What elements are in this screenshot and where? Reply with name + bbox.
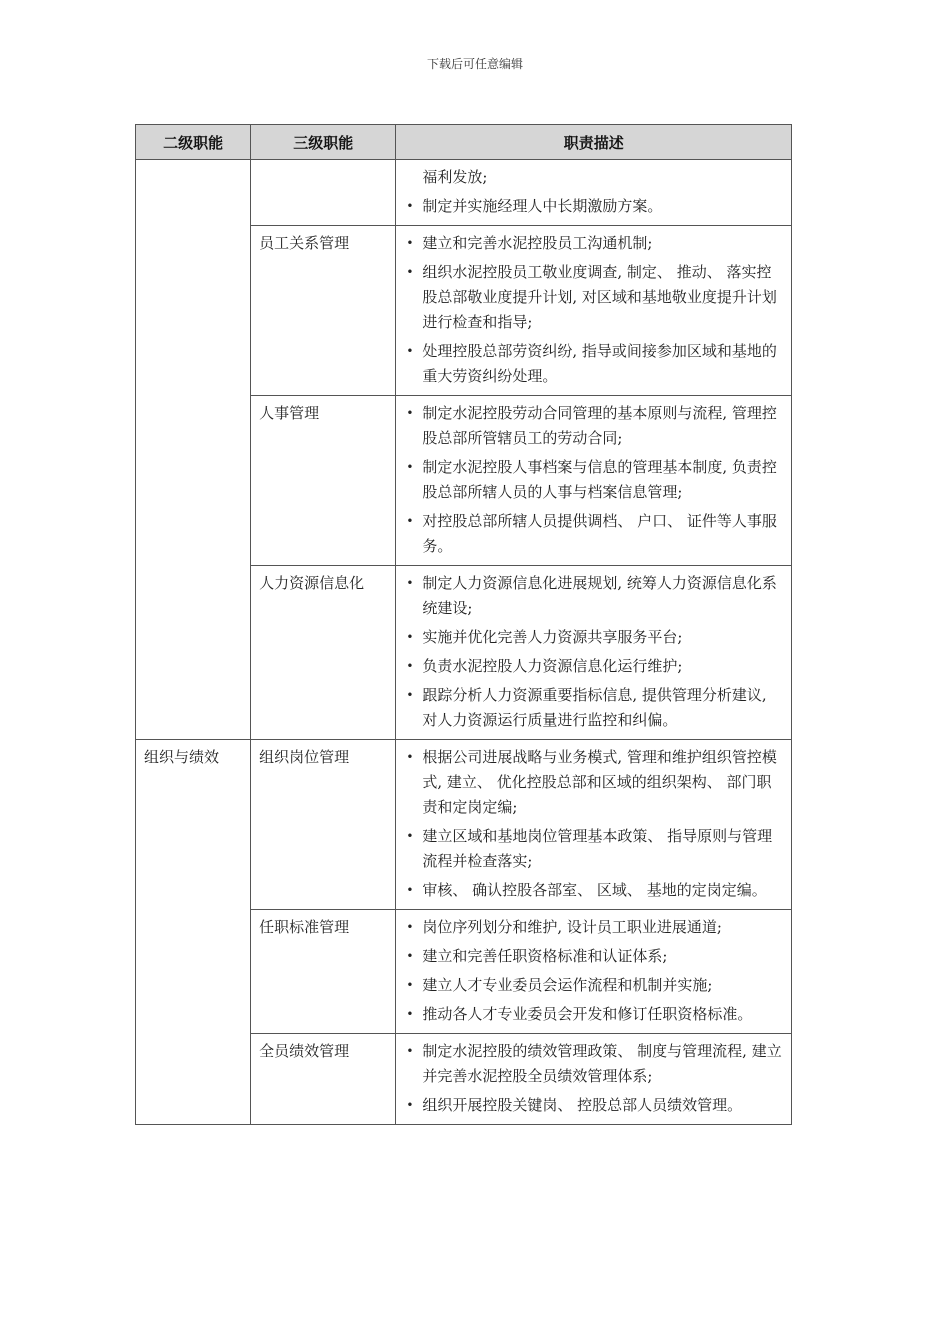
duty-item: • 岗位序列划分和维护, 设计员工职业进展通道; bbox=[404, 915, 783, 940]
duty-list bbox=[404, 915, 783, 1027]
duty-item: • 审核、 确认控股各部室、 区域、 基地的定岗定编。 bbox=[404, 878, 783, 903]
duty-item: • 制定水泥控股的绩效管理政策、 制度与管理流程, 建立并完善水泥控股全员绩效管理体系; bbox=[404, 1039, 783, 1089]
level3-cell: 组织岗位管理 bbox=[251, 740, 396, 910]
page-header: 下载后可任意编辑 bbox=[426, 57, 523, 71]
duty-item: • 制定水泥控股人事档案与信息的管理基本制度, 负责控股总部所辖人员的人事与档案信息管理; bbox=[404, 455, 783, 505]
column-header-level2: 二级职能 bbox=[136, 125, 251, 160]
table-body bbox=[136, 160, 792, 1125]
duty-item: • 建立和完善水泥控股员工沟通机制; bbox=[404, 231, 783, 256]
table-row bbox=[136, 160, 792, 226]
duties-cell bbox=[396, 1034, 792, 1125]
level3-cell: 人力资源信息化 bbox=[251, 566, 396, 740]
duty-item: • 推动各人才专业委员会开发和修订任职资格标准。 bbox=[404, 1002, 783, 1027]
column-header-duties: 职责描述 bbox=[396, 125, 792, 160]
duty-list bbox=[404, 1039, 783, 1118]
duty-item: • 对控股总部所辖人员提供调档、 户口、 证件等人事服务。 bbox=[404, 509, 783, 559]
level3-cell: 员工关系管理 bbox=[251, 226, 396, 396]
level3-cell: 人事管理 bbox=[251, 396, 396, 566]
table-row bbox=[136, 740, 792, 910]
duty-item: • 建立区域和基地岗位管理基本政策、 指导原则与管理流程并检查落实; bbox=[404, 824, 783, 874]
level2-cell bbox=[136, 160, 251, 740]
column-header-level3: 三级职能 bbox=[251, 125, 396, 160]
duty-item: • 跟踪分析人力资源重要指标信息, 提供管理分析建议, 对人力资源运行质量进行监控和纠偏。 bbox=[404, 683, 783, 733]
duty-item: • 建立人才专业委员会运作流程和机制并实施; bbox=[404, 973, 783, 998]
duty-list bbox=[404, 165, 783, 219]
level3-cell: 任职标准管理 bbox=[251, 910, 396, 1034]
duty-item: • 制定人力资源信息化进展规划, 统筹人力资源信息化系统建设; bbox=[404, 571, 783, 621]
duty-list bbox=[404, 401, 783, 559]
duty-item: • 制定水泥控股劳动合同管理的基本原则与流程, 管理控股总部所管辖员工的劳动合同; bbox=[404, 401, 783, 451]
level3-cell bbox=[251, 160, 396, 226]
duty-list bbox=[404, 231, 783, 389]
level2-cell: 组织与绩效 bbox=[136, 740, 251, 1125]
duties-cell bbox=[396, 566, 792, 740]
duties-cell bbox=[396, 910, 792, 1034]
duty-item: • 根据公司进展战略与业务模式, 管理和维护组织管控模式, 建立、 优化控股总部和区域的组织架构、 部门职责和定岗定编; bbox=[404, 745, 783, 820]
duty-list bbox=[404, 571, 783, 733]
duties-cell bbox=[396, 740, 792, 910]
header-row bbox=[136, 125, 792, 160]
duty-item: • 组织开展控股关键岗、 控股总部人员绩效管理。 bbox=[404, 1093, 783, 1118]
duty-item: • 实施并优化完善人力资源共享服务平台; bbox=[404, 625, 783, 650]
level3-cell: 全员绩效管理 bbox=[251, 1034, 396, 1125]
duty-item: • 组织水泥控股员工敬业度调查, 制定、 推动、 落实控股总部敬业度提升计划, 对区域和基地敬业度提升计划进行检查和指导; bbox=[404, 260, 783, 335]
duties-cell bbox=[396, 226, 792, 396]
duties-cell bbox=[396, 160, 792, 226]
duty-table bbox=[135, 124, 792, 1125]
duty-item: • 制定并实施经理人中长期激励方案。 bbox=[404, 194, 783, 219]
table-header bbox=[136, 125, 792, 160]
duty-item: • 建立和完善任职资格标准和认证体系; bbox=[404, 944, 783, 969]
duty-item: 福利发放; bbox=[422, 168, 488, 186]
duty-list bbox=[404, 745, 783, 903]
duties-cell bbox=[396, 396, 792, 566]
duty-item: • 处理控股总部劳资纠纷, 指导或间接参加区域和基地的重大劳资纠纷处理。 bbox=[404, 339, 783, 389]
duty-item: • 负责水泥控股人力资源信息化运行维护; bbox=[404, 654, 783, 679]
